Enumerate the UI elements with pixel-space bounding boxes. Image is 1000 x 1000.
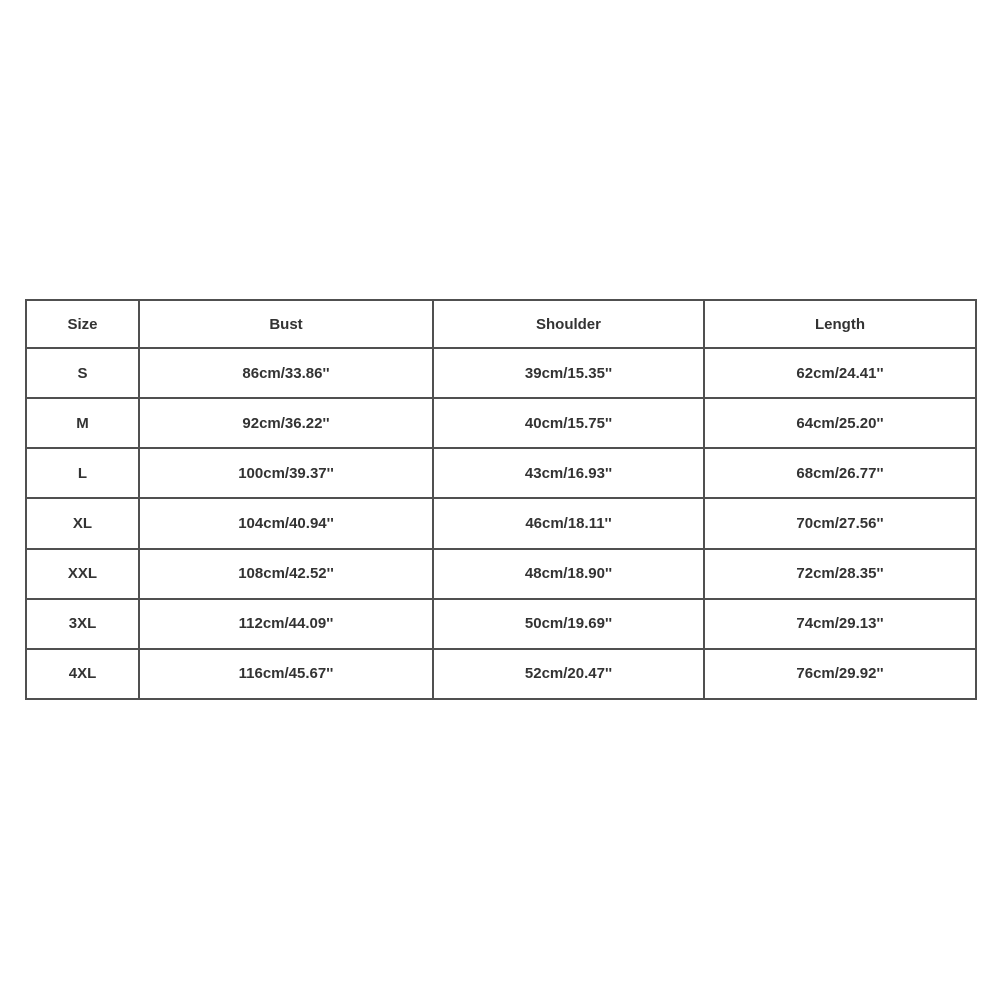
bust-cell: 100cm/39.37''	[139, 448, 433, 498]
size-cell: S	[26, 348, 139, 398]
table-row	[26, 549, 976, 599]
size-cell: L	[26, 448, 139, 498]
shoulder-cell: 46cm/18.11''	[433, 498, 704, 548]
header-shoulder: Shoulder	[433, 300, 704, 348]
length-cell: 62cm/24.41''	[704, 348, 976, 398]
size-cell: XXL	[26, 549, 139, 599]
shoulder-cell: 50cm/19.69''	[433, 599, 704, 649]
table-row	[26, 398, 976, 448]
size-chart-table	[25, 299, 977, 700]
table-row	[26, 498, 976, 548]
size-cell: XL	[26, 498, 139, 548]
bust-cell: 92cm/36.22''	[139, 398, 433, 448]
length-cell: 76cm/29.92''	[704, 649, 976, 699]
table-row	[26, 448, 976, 498]
bust-cell: 86cm/33.86''	[139, 348, 433, 398]
shoulder-cell: 48cm/18.90''	[433, 549, 704, 599]
table-row	[26, 348, 976, 398]
table-header	[26, 300, 976, 348]
size-cell: 4XL	[26, 649, 139, 699]
length-cell: 70cm/27.56''	[704, 498, 976, 548]
table-row	[26, 649, 976, 699]
bust-cell: 116cm/45.67''	[139, 649, 433, 699]
length-cell: 74cm/29.13''	[704, 599, 976, 649]
shoulder-cell: 52cm/20.47''	[433, 649, 704, 699]
header-length: Length	[704, 300, 976, 348]
size-cell: 3XL	[26, 599, 139, 649]
bust-cell: 112cm/44.09''	[139, 599, 433, 649]
size-cell: M	[26, 398, 139, 448]
bust-cell: 104cm/40.94''	[139, 498, 433, 548]
shoulder-cell: 39cm/15.35''	[433, 348, 704, 398]
table-row	[26, 599, 976, 649]
length-cell: 64cm/25.20''	[704, 398, 976, 448]
header-size: Size	[26, 300, 139, 348]
length-cell: 72cm/28.35''	[704, 549, 976, 599]
table-body	[26, 348, 976, 699]
bust-cell: 108cm/42.52''	[139, 549, 433, 599]
shoulder-cell: 43cm/16.93''	[433, 448, 704, 498]
header-row	[26, 300, 976, 348]
length-cell: 68cm/26.77''	[704, 448, 976, 498]
header-bust: Bust	[139, 300, 433, 348]
shoulder-cell: 40cm/15.75''	[433, 398, 704, 448]
